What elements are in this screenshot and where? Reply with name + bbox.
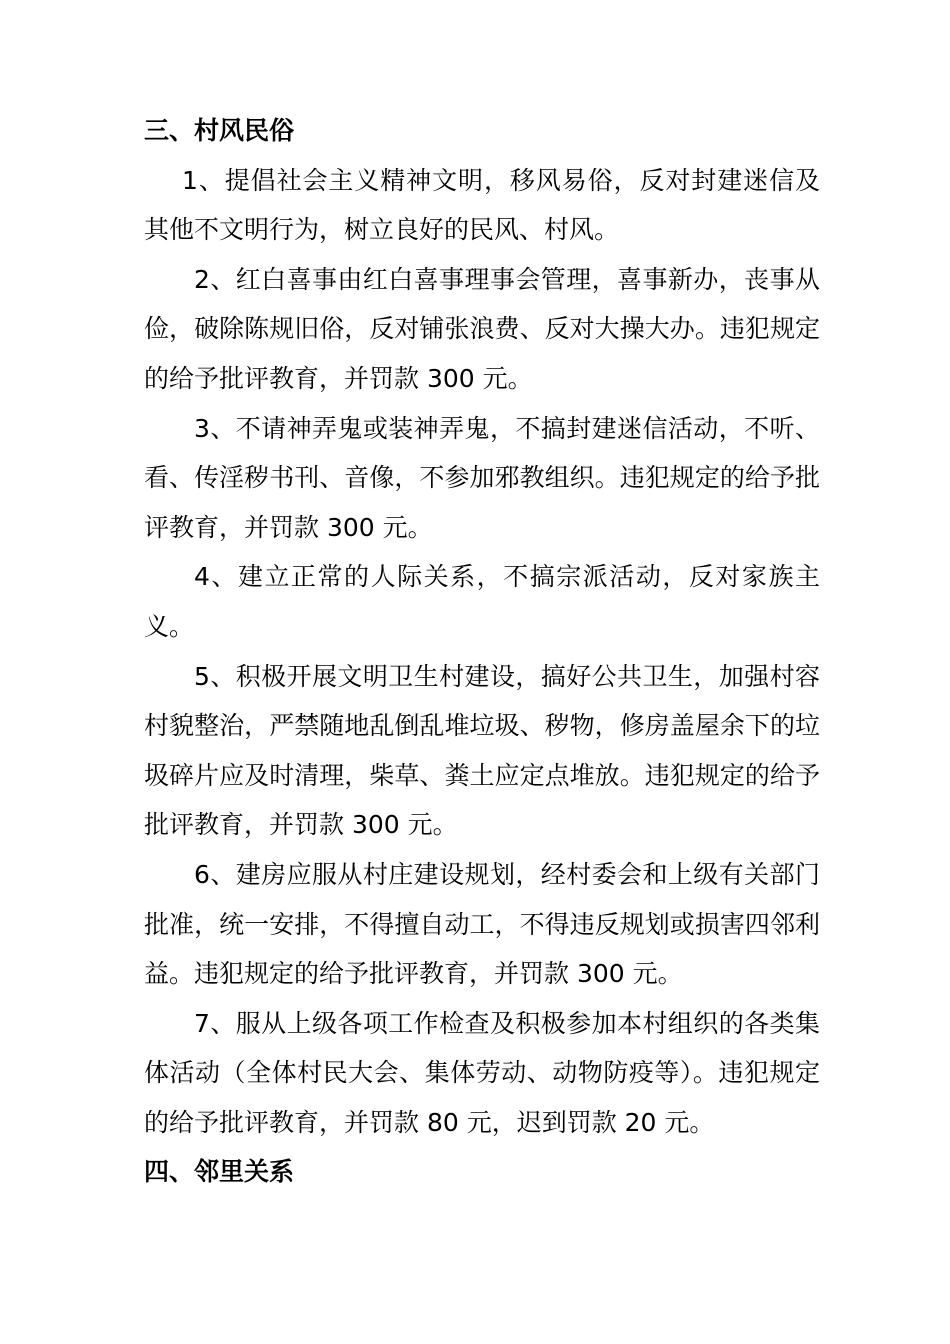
paragraph-item-3: 3、不请神弄鬼或装神弄鬼，不搞封建迷信活动，不听、看、传淫秽书刊、音像，不参加邪教组织。违犯规定的给予批评教育，并罚款 300 元。 bbox=[144, 413, 820, 542]
paragraph-item-6: 6、建房应服从村庄建设规划，经村委会和上级有关部门批准，统一安排，不得擅自动工，不得违反规划或损害四邻利益。违犯规定的给予批评教育，并罚款 300 元。 bbox=[144, 859, 820, 989]
paragraph-item-1: 1、提倡社会主义精神文明，移风易俗，反对封建迷信及其他不文明行为，树立良好的民风、村风。 bbox=[144, 165, 820, 245]
paragraph-item-7: 7、服从上级各项工作检查及积极参加本村组织的各类集体活动（全体村民大会、集体劳动、动物防疫等）。违犯规定的给予批评教育，并罚款 80 元，迟到罚款 20 元。 bbox=[144, 1008, 820, 1137]
section-heading-neighbor-relations: 四、邻里关系 bbox=[144, 1157, 295, 1187]
section-heading-village-customs: 三、村风民俗 bbox=[144, 116, 295, 145]
paragraph-item-5: 5、积极开展文明卫生村建设，搞好公共卫生，加强村容村貌整治，严禁随地乱倒乱堆垃圾、秽物，修房盖屋余下的垃圾碎片应及时清理，柴草、粪土应定点堆放。违犯规定的给予批评教育，并罚款 300 元。 bbox=[144, 661, 820, 840]
paragraph-item-2: 2、红白喜事由红白喜事理事会管理，喜事新办，丧事从俭，破除陈规旧俗，反对铺张浪费、反对大操大办。违犯规定的给予批评教育，并罚款 300 元。 bbox=[144, 264, 820, 393]
document-page bbox=[144, 106, 820, 1197]
paragraph-item-4: 4、建立正常的人际关系，不搞宗派活动，反对家族主义。 bbox=[144, 562, 820, 641]
